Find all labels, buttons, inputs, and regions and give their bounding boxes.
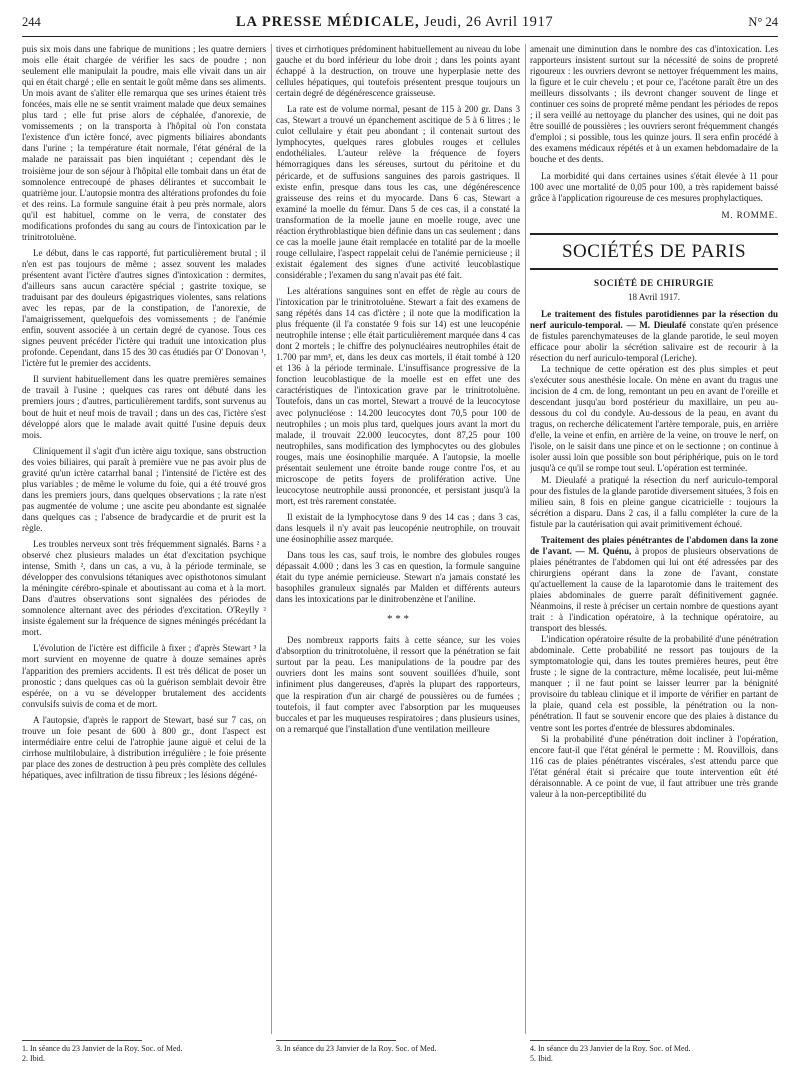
- page-header: [22, 14, 778, 34]
- article-1-title: Le traitement des fistules parotidiennes par la résection du nerf auriculo-temporal. — M. Dieulafé: [530, 308, 778, 330]
- session-date: 18 Avril 1917.: [627, 291, 681, 302]
- paragraph: amenait une diminution dans le nombre des cas d'intoxication. Les rapporteurs insistent surtout sur la nécessité de soins de propreté rigoureux : les ouvriers devront se nettoyer fréquemment les mains, la figure et le cuir chevelu ; et pour ce, l'acétone paraît être un des meilleurs dissolvants ; ils devront changer souvent de linge et continuer ces soins de propreté même pendant les périodes de repos ; il sera veillé au nettoyage du plancher des usines, qui ne doit pas être souillé de poussières ; les ouvriers seront fréquemment changés d'emploi ; si possible, tous les quinze jours. Il sera enfin procédé à des examens médicaux répétés et à un examen hebdomadaire de la bouche et des dents.: [530, 44, 778, 165]
- footnote-rule: [530, 1040, 650, 1041]
- page-number: 244: [22, 15, 41, 29]
- paragraph: puis six mois dans une fabrique de munitions ; les quatre derniers mois elle était chargée de vérifier les sacs de poudre ; non seulement elle manipulait la poudre, mais elle vivait dans un air qui en était chargé ; elle en sentait le goût même dans ses aliments. Un mois avant de s'aliter elle remarqua que ses urines étaient très foncées, mais elle ne se sentit vraiment malade que deux semaines plus tard ; elle fut prise alors de céphalée, d'anorexie, de vomissements ; on la transporta à l'hôpital où l'on constata l'existence d'un ictère foncé, avec pigments biliaires abondants dans l'urine ; la température était normale, l'état général de la malade ne paraissait pas bien inquiétant ; cependant dès le troisième jour de son séjour à l'hôpital elle tombait dans un état de somnolence entrecoupé de phases délirantes et succombait le quatrième jour. L'autopsie montra des altérations profondes du foie et des reins. La formule sanguine était à peu près normale, alors qu'il est habituel, comme on le verra, de constater des modifications profondes du sang au cours de l'intoxication par le trinitrotoluène.: [22, 44, 266, 242]
- journal-title: LA PRESSE MÉDICALE,: [235, 14, 420, 30]
- issue-number: N° 24: [748, 15, 778, 29]
- paragraph: L'évolution de l'ictère est difficile à fixer ; d'après Stewart ³ la mort survient en moyenne de quatre à douze semaines après l'apparition des premiers accidents. Il est très délicat de poser un pronostic ; dans quelques cas où la guérison semblait devoir être espérée, on a vu se développer brutalement des accidents convulsifs suivis de coma et de mort.: [22, 643, 266, 709]
- footnote: 4. In séance du 23 Janvier de la Roy. Soc. of Med.: [530, 1044, 691, 1053]
- footnote: 2. Ibid.: [22, 1054, 45, 1063]
- paragraph: Si la probabilité d'une pénétration doit incliner à l'opération, encore faut-il que l'état général le permette : M. Rouvillois, dans 116 cas de plaies pénétrantes viscérales, s'est attendu parce que l'état général était si précaire que toute intervention eût été déraisonnable. A ce point de vue, il faut attribuer une très grande valeur à la non-perceptibilité du: [530, 733, 778, 799]
- paragraph: La morbidité qui dans certaines usines s'était élevée à 11 pour 100 avec une mortalité de 0,05 pour 100, a très rapidement baissé grâce à l'application rigoureuse de ces mesures prophylactiques.: [530, 170, 778, 203]
- society-name: SOCIÉTÉ DE CHIRURGIE: [593, 277, 715, 288]
- paragraph: Dans tous les cas, sauf trois, le nombre des globules rouges dépassait 4.000 ; dans les 3 cas en question, la formule sanguine était du type anémie pernicieuse. Stewart n'a jamais constaté les basophiles granuleux signalés par Malden et différents auteurs dans les intoxications par le dinitrobenzène et l'aniline.: [276, 550, 520, 605]
- article-2-title: Traitement des plaies pénétrantes de l'abdomen dans la zone de l'avant. — M. Quénu,: [530, 534, 778, 556]
- footnote: 1. In séance du 23 Janvier de la Roy. Soc. of Med.: [22, 1044, 183, 1053]
- paragraph: Les altérations sanguines sont en effet de règle au cours de l'intoxication par le trinitrotoluène. Stewart a fait des examens de sang répétés dans 14 cas d'ictère ; il note que la modification la plus fréquente (il l'a constatée 9 fois sur 14) est une leucopénie neutrophile intense ; elle était particulièrement marquée dans 4 cas dont 2 mortels ; le chiffre des polynucléaires neutrophiles était de 1.700 par mm³, et, dans les deux cas mortels, il était tombé à 120 et 136 à la période terminale. L'insuffisance progressive de la fonction leucoblastique de la moelle est en effet une des caractéristiques de l'intoxication grave par le trinitrotoluène. Toutefois, dans un cas mortel, Stewart a trouvé de la leucocytose avec polynucléose : 14.200 leucocytes dont 70,5 pour 100 de neutrophiles ; un mois plus tard, quelques jours avant la mort du malade, il trouvait 22.000 leucocytes, dont 87,25 pour 100 neutrophiles, sans modification des lymphocytes ou des globules rouges, mais une éosinophilie marquée. A l'autopsie, la moelle présentait seulement une étroite bande rouge contre l'os, et au microscope de petits foyers de prolifération active. Une leucocytose neutrophile aussi prononcée, et persistant jusqu'à la mort, est très rarement constatée.: [276, 285, 520, 506]
- paragraph: Il survient habituellement dans les quatre premières semaines de travail à l'usine ; quelques cas rares ont débuté dans les premiers jours ; d'autres, particulièrement tardifs, sont survenus au bout de huit et neuf mois de travail ; dans un des cas, l'ictère s'est développé alors que le malade avait quitté l'usine depuis deux mois.: [22, 374, 266, 440]
- footnote-rule: [22, 1040, 142, 1041]
- paragraph: Il existait de la lymphocytose dans 9 des 14 cas ; dans 3 cas, dans lesquels il n'y avait pas leucopénie neutrophile, on trouvait une éosinophilie assez marquée.: [276, 511, 520, 545]
- paragraph: La rate est de volume normal, pesant de 115 à 200 gr. Dans 3 cas, Stewart a trouvé un épanchement ascitique de 5 à 6 litres ; le culot cellulaire y était peu abondant ; il contenait surtout des lymphocytes, quelques rares globules rouges et cellules endothéliales. L'auteur relève la fréquence de foyers hémorragiques dans les séreuses, surtout du péritoine et du péricarde, et de suffusions sanguines des parois gastriques. Il existe enfin, presque dans tous les cas, une dégénérescence graisseuse des reins et du myocarde. Dans 6 cas, Stewart a examiné la moelle du fémur. Dans 5 de ces cas, il a constaté la transformation de la moelle jaune en moelle rouge, avec une réaction érythroblastique bien définie dans un cas seulement ; dans ce cas la moelle jaune était remplacée en totalité par de la moelle rouge cellulaire, l'aspect rappelait celui de l'anémie pernicieuse ; il existait également des signes d'une activité leucoblastique considérable ; l'examen du sang n'avait pas été fait.: [276, 104, 520, 280]
- journal-masthead: [236, 14, 553, 31]
- header-rule: [22, 36, 778, 37]
- column-divider: [271, 44, 272, 1034]
- section-title: SOCIÉTÉS DE PARIS: [530, 233, 778, 270]
- footnote: 3. In séance du 23 Janvier de la Roy. Soc. of Med.: [276, 1044, 437, 1053]
- paragraph: Le début, dans le cas rapporté, fut particulièrement brutal ; il n'en est pas toujours de même ; assez souvent les malades présentent avant l'ictère d'autres signes d'intoxication : dermites, d'ailleurs sans aucun caractère spécial ; gastrite toxique, se traduisant par des douleurs épigastriques violentes, sans relations avec les repas, par de la constipation, de l'anorexie, de l'amaigrissement, quelquefois des vomissements ; de l'anémie enfin, souvent associée à un certain degré de cyanose. Tous ces signes peuvent précéder l'ictère qui traduit une intoxication plus profonde. Cependant, dans 15 des 30 cas étudiés par O' Donovan ¹, l'ictère fut le premier des accidents.: [22, 247, 266, 369]
- column-3: [530, 44, 778, 1034]
- paragraph: tives et cirrhotiques prédominent habituellement au niveau du lobe gauche et du bord inférieur du lobe droit ; dans les points ayant échappé à la destruction, on trouve une hyperplasie nette des cellules hépatiques, qui toutefois présentent presque toujours un certain degré de dégénérescence graisseuse.: [276, 44, 520, 99]
- column-1: [22, 44, 266, 1034]
- paragraph: Des nombreux rapports faits à cette séance, sur les voies d'absorption du trinitrotoluène, il ressort que la pénétration se fait surtout par la peau. Les manipulations de la poudre par des ouvriers dont les mains sont souvent souillées d'huile, sont infiniment plus dangereuses, d'après la plupart des rapporteurs, que la respiration d'un air chargé de poussières ou de fumées ; toutefois, il faut compter avec l'absorption par les muqueuses buccales et par les muqueuses respiratoires ; dans plusieurs usines, on a remarqué que l'installation d'une ventilation meilleure: [276, 635, 520, 734]
- section-separator-stars: * * *: [387, 613, 409, 626]
- article-2-lead: à propos de plusieurs observations de plaies pénétrantes de l'abdomen qui lui ont été adressées par des chirurgiens opérant dans la zone de l'avant, constate qu'actuellement la cause de la laparotomie dans le traitement des plaies abdominales de guerre paraît définitivement gagnée. Néanmoins, il reste à préciser un certain nombre de questions ayant trait : à l'indication opératoire, à la technique opératoire, au transport des blessés.: [530, 545, 778, 634]
- issue-date: Jeudi, 26 Avril 1917: [423, 14, 554, 30]
- column-divider: [525, 44, 526, 1034]
- paragraph: Cliniquement il s'agit d'un ictère aigu toxique, sans obstruction des voies biliaires, qui paraît à première vue ne pas avoir plus de gravité qu'un ictère catarrhal banal ; l'intensité de l'ictère est des plus variables ; de même le volume du foie, qui a été trouvé gros dans les premiers jours, dans quelques observations ; la rate n'est pas augmentée de volume ; une ascite peu abondante est signalée dans quelques cas ; l'absence de bradycardie et de prurit est la règle.: [22, 445, 266, 533]
- paragraph: Les troubles nerveux sont très fréquemment signalés. Barns ² a observé chez plusieurs malades un état d'excitation psychique intense, Smith ², dans un cas, a vu, à la période terminale, se développer des convulsions tétaniques avec opisthotonos simulant la méningite cérébro-spinale et aboutissant au coma et à la mort. Dans d'autres observations sont signalées des périodes de somnolence alternant avec des périodes d'excitation. O'Reylly ² insiste également sur la fréquence de signes méningés précédant la mort.: [22, 539, 266, 638]
- paragraph: M. Dieulafé a pratiqué la résection du nerf auriculo-temporal pour des fistules de la glande parotide diversement situées, 3 fois en milieu sain, 8 fois en pleine gangue cicatricielle : toujours la sécrétion a disparu. Dans 2 cas, il a fallu compléter la cure de la fistule par la cautérisation qui avait primitivement échoué.: [530, 474, 778, 529]
- footnotes-col3: [530, 1044, 691, 1064]
- footnote-rule: [276, 1040, 396, 1041]
- paragraph: A l'autopsie, d'après le rapport de Stewart, basé sur 7 cas, on trouve un foie pesant de 600 à 800 gr., dont l'aspect est intermédiaire entre celui de l'atrophie jaune aiguë et celui de la cirrhose multilobulaire, à distribution irrégulière ; le foie présente par place des zones de destruction à peu près complète des cellules hépatiques, avec infiltration de tissu fibreux ; les lésions dégéné-: [22, 714, 266, 780]
- footnote: 5. Ibid.: [530, 1054, 553, 1063]
- article-1: [530, 309, 778, 364]
- column-2: [276, 44, 520, 1034]
- author-signature: M. ROMME.: [721, 209, 778, 220]
- paragraph: L'indication opératoire résulte de la probabilité d'une pénétration abdominale. Cette probabilité ne ressort pas toujours de la symptomatologie qui, dans les toutes premières heures, peut être fruste ; le signe de la contracture, même localisée, peut lui-même manquer ; il ne faut point se laisser leurrer par la bénignité provisoire du tableau clinique et il importe de vérifier en partant de la plaie, quand cela est possible, la pénétration ou la non-pénétration. Il faut se souvenir encore que des plaies à distance du ventre sont les portes d'entrée de blessures abdominales.: [530, 634, 778, 733]
- article-2: [530, 535, 778, 634]
- footnotes-col2: [276, 1044, 437, 1054]
- article-1-lead: constate qu'en présence de fistules parenchymateuses de la glande parotide, le seul moyen efficace pour abolir la sécrétion salivaire est de recourir à la résection du nerf auriculo-temporal (Leriche).: [530, 319, 778, 363]
- footnotes-col1: [22, 1044, 183, 1064]
- paragraph: La technique de cette opération est des plus simples et peut s'exécuter sous anesthésie locale. On mène en avant du tragus une incision de 4 cm. de long, remontant un peu en avant de l'oreille et descendant jusqu'au bord postérieur du maxillaire, un peu au-dessous du col du condyle. Au-dessous de la peau, en avant du tragus, on recherche délicatement l'artère temporale, puis, en arrière d'elle, la veine et enfin, en arrière de la veine, on trouve le nerf, on l'isole, on le saisit dans une pince et on le sectionne ; on continue à isoler aussi loin que possible son bout périphérique, puis on le tord jusqu'à ce qu'il se rompe tout seul. L'opération est terminée.: [530, 364, 778, 474]
